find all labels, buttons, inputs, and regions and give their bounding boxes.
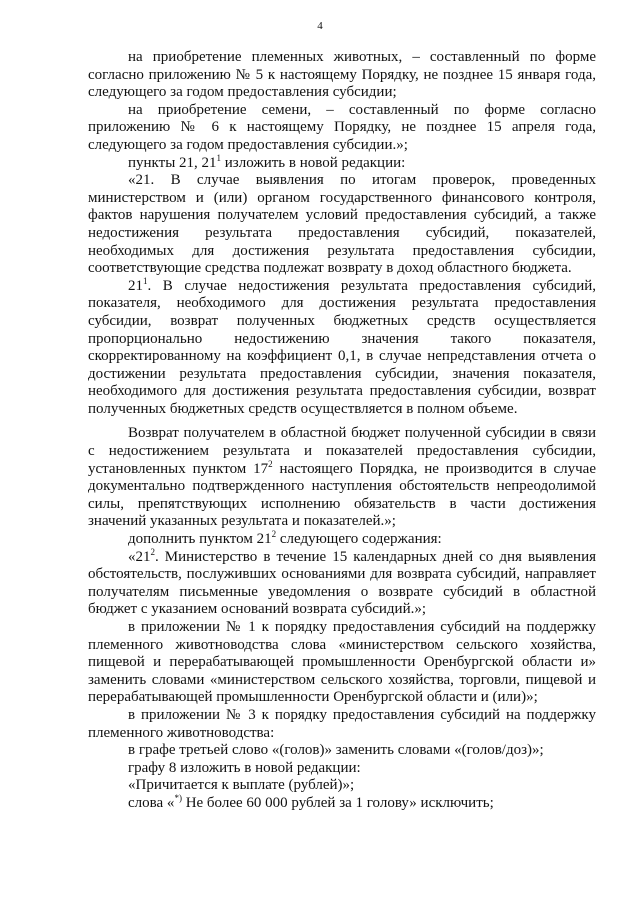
page-number: 4 xyxy=(317,20,323,32)
paragraph-column-three: в графе третьей слово «(голов)» заменить словами «(голов/доз)»; xyxy=(128,742,544,759)
paragraph-semen-report: на приобретение семени, – составленный по форме согласно приложению № 6 к настоящему Порядку, не позднее 15 апреля года, следующего за годом предоставления субсидии.»; xyxy=(88,101,596,153)
paragraph-points-new-edition: пункты 21, $21^1$ изложить в новой редакции: xyxy=(128,152,406,171)
paragraph-appendix-1: в приложении № 1 к порядку предоставления субсидий на поддержку племенного животноводства слова «министерством сельского хозяйства, пищевой и перерабатывающей промышленности Оренбургской области и» заменить словами «министерством сельского хозяйства, торговли, пищевой и перерабатывающей промышленности Оренбургской области и (или)»; xyxy=(88,619,596,706)
document-body xyxy=(88,49,596,813)
paragraph-payable-amount: «Причитается к выплате (рублей)»; xyxy=(128,777,355,794)
paragraph-point-21: «21. В случае выявления по итогам проверок, проведенных министерством и (или) органом государственного финансового контроля, фактов нарушения получателем условий предоставления субсидий, а также недостижения результата предоставления субсидий, показателей, необходимых для достижения результата предоставления субсидии, соответствующие средства подлежат возврату в доход областного бюджета. xyxy=(88,172,596,277)
paragraph-appendix-3: в приложении № 3 к порядку предоставления субсидий на поддержку племенного животноводства: xyxy=(88,706,596,741)
paragraph-refund-force-majeure: Возврат получателем в областной бюджет полученной субсидии в связи с недостижением результата и показателей предоставления субсидии, установленных пунктом $17^2$ настоящего Порядка, не производится в случае документально подтвержденного наступления обстоятельств непреодолимой силы, препятствующих исполнению обязательств в части достижения значений указанных результата и показателей.»; xyxy=(88,425,597,530)
paragraph-point-21-2: «$21^2$. Министерство в течение 15 календарных дней со дня выявления обстоятельств, послуживших основаниями для возврата субсидий, направляет получателям письменные уведомления о возврате субсидий в областной бюджет с указанием оснований возврата субсидий.»; xyxy=(88,546,596,618)
paragraph-point-21-1: $21^1$. В случае недостижения результата предоставления субсидий, показателя, необходимого для достижения результата предоставления субсидии, возврат полученных бюджетных средств осуществляется пропорционально недостижению значения такого показателя, скорректированному на коэффициент 0,1, в случае непредставления отчета о достижении результата предоставления субсидии, значения показателя, необходимого для достижения результата предоставления субсидии, возврат полученных бюджетных средств осуществляется в полном объеме. xyxy=(88,275,596,417)
paragraph-add-point: дополнить пунктом $21^2$ следующего содержания: xyxy=(128,529,442,548)
paragraph-breeding-animals-report: на приобретение племенных животных, – составленный по форме согласно приложению № 5 к настоящему Порядку, не позднее 15 января года, следующего за годом предоставления субсидии; xyxy=(88,49,596,101)
paragraph-exclude-words: слова «*) Не более 60 000 рублей за 1 голову» исключить; xyxy=(128,792,494,811)
paragraph-column-eight: графу 8 изложить в новой редакции: xyxy=(128,759,361,776)
